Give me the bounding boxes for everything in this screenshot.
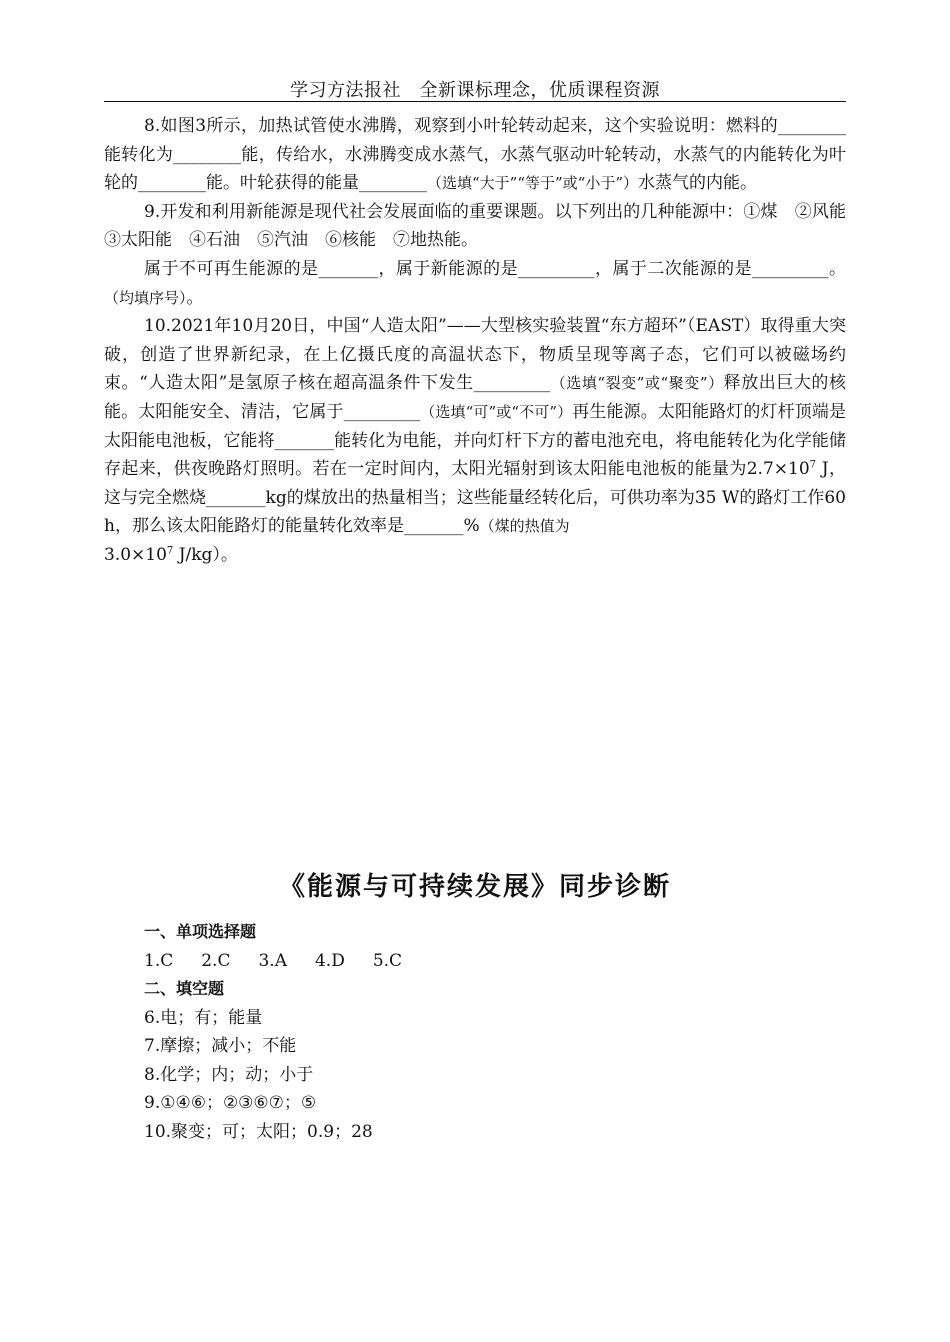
question-10: [104, 312, 846, 569]
fill-answer-9: 9.①④⑥；②③⑥⑦；⑤: [144, 1093, 317, 1113]
q10-text-c: 再生能源。太阳能路灯的灯杆顶端是太阳能电池板，它能将_______能转化为电能，并向灯杆下方的蓄电池充电，将电能转化为化学能储存起来，供夜晚路灯照明。若在一定时间内，太阳光辐射到该太阳能电池板的能量为2.7×10: [104, 401, 846, 480]
q10-text-f: J/kg）。: [173, 544, 238, 565]
section-single-choice: 一、单项选择题: [144, 922, 257, 941]
fill-answer-8: 8.化学；内；动；小于: [144, 1064, 314, 1085]
q9-hint: （均填序号）: [104, 288, 187, 307]
q9-text: 属于不可再生能源的是_______，属于新能源的是_________，属于二次能源的是_________。: [144, 258, 846, 279]
fill-answer-7: 7.摩擦；减小；不能: [144, 1036, 297, 1056]
section-fill-in: 二、填空题: [144, 979, 225, 998]
mc-answer: 1.C: [144, 950, 174, 971]
q10-hint-2: （选填“可”或“不可”）: [420, 402, 573, 421]
mc-answer: 4.D: [314, 950, 345, 971]
q10-exponent-1: 7: [809, 459, 817, 471]
answer-key: [144, 918, 844, 1146]
mc-answer: 2.C: [201, 950, 231, 971]
question-8: [104, 112, 846, 198]
mc-answer: 3.A: [258, 950, 287, 971]
q10-text-a: 10.2021年10月20日，中国“人造太阳”——大型核实验装置“东方超环”（EAST）取得重大突破，创造了世界新纪录，在上亿摄氏度的高温状态下，物质呈现等离子态，它们可以被磁场约束。“人造太阳”是氢原子核在超高温条件下发生_________: [104, 316, 846, 394]
fill-answer-10: 10.聚变；可；太阳；0.9；28: [144, 1121, 373, 1142]
answer-title: 《能源与可持续发展》同步诊断: [278, 872, 671, 902]
q8-hint: （选填“大于”“等于”或“小于”）: [427, 174, 639, 193]
q10-hint-3: （煤的热值为: [479, 517, 570, 536]
header-divider: [104, 101, 846, 102]
question-content: [104, 112, 863, 570]
fill-answer-6: 6.电；有；能量: [144, 1007, 263, 1028]
question-9-blanks: [104, 255, 846, 312]
mc-answers: [144, 947, 844, 976]
q10-text-b: 释放出巨大的核能。太阳能安全、清洁，它属于_________: [104, 373, 846, 422]
question-9: 9.开发和利用新能源是现代社会发展面临的重要课题。以下列出的几种能源中：①煤 ②风能 ③太阳能 ④石油 ⑤汽油 ⑥核能 ⑦地热能。: [104, 201, 863, 251]
mc-answer: 5.C: [372, 950, 403, 971]
q10-hint-1: （选填“裂变”或“聚变”）: [550, 374, 724, 393]
q8-end: 水蒸气的内能。: [638, 173, 758, 194]
q8-text: 8.如图3所示，加热试管使水沸腾，观察到小叶轮转动起来，这个实验说明：燃料的________能转化为________能，传给水，水沸腾变成水蒸气，水蒸气驱动叶轮转动，水蒸气的内能转化为叶轮的________能。叶轮获得的能量________: [104, 116, 846, 194]
q10-text-e: 3.0×10: [104, 544, 167, 565]
q9-end: 。: [186, 287, 204, 308]
page-header: 学习方法报社 全新课标理念，优质课程资源: [290, 80, 660, 101]
q10-exponent-2: 7: [166, 545, 174, 557]
q10-text-d: J，这与完全燃烧_______kg的煤放出的热量相当；这些能量经转化后，可供功率为35 W的路灯工作60 h，那么该太阳能路灯的能量转化效率是_______%: [104, 459, 846, 537]
